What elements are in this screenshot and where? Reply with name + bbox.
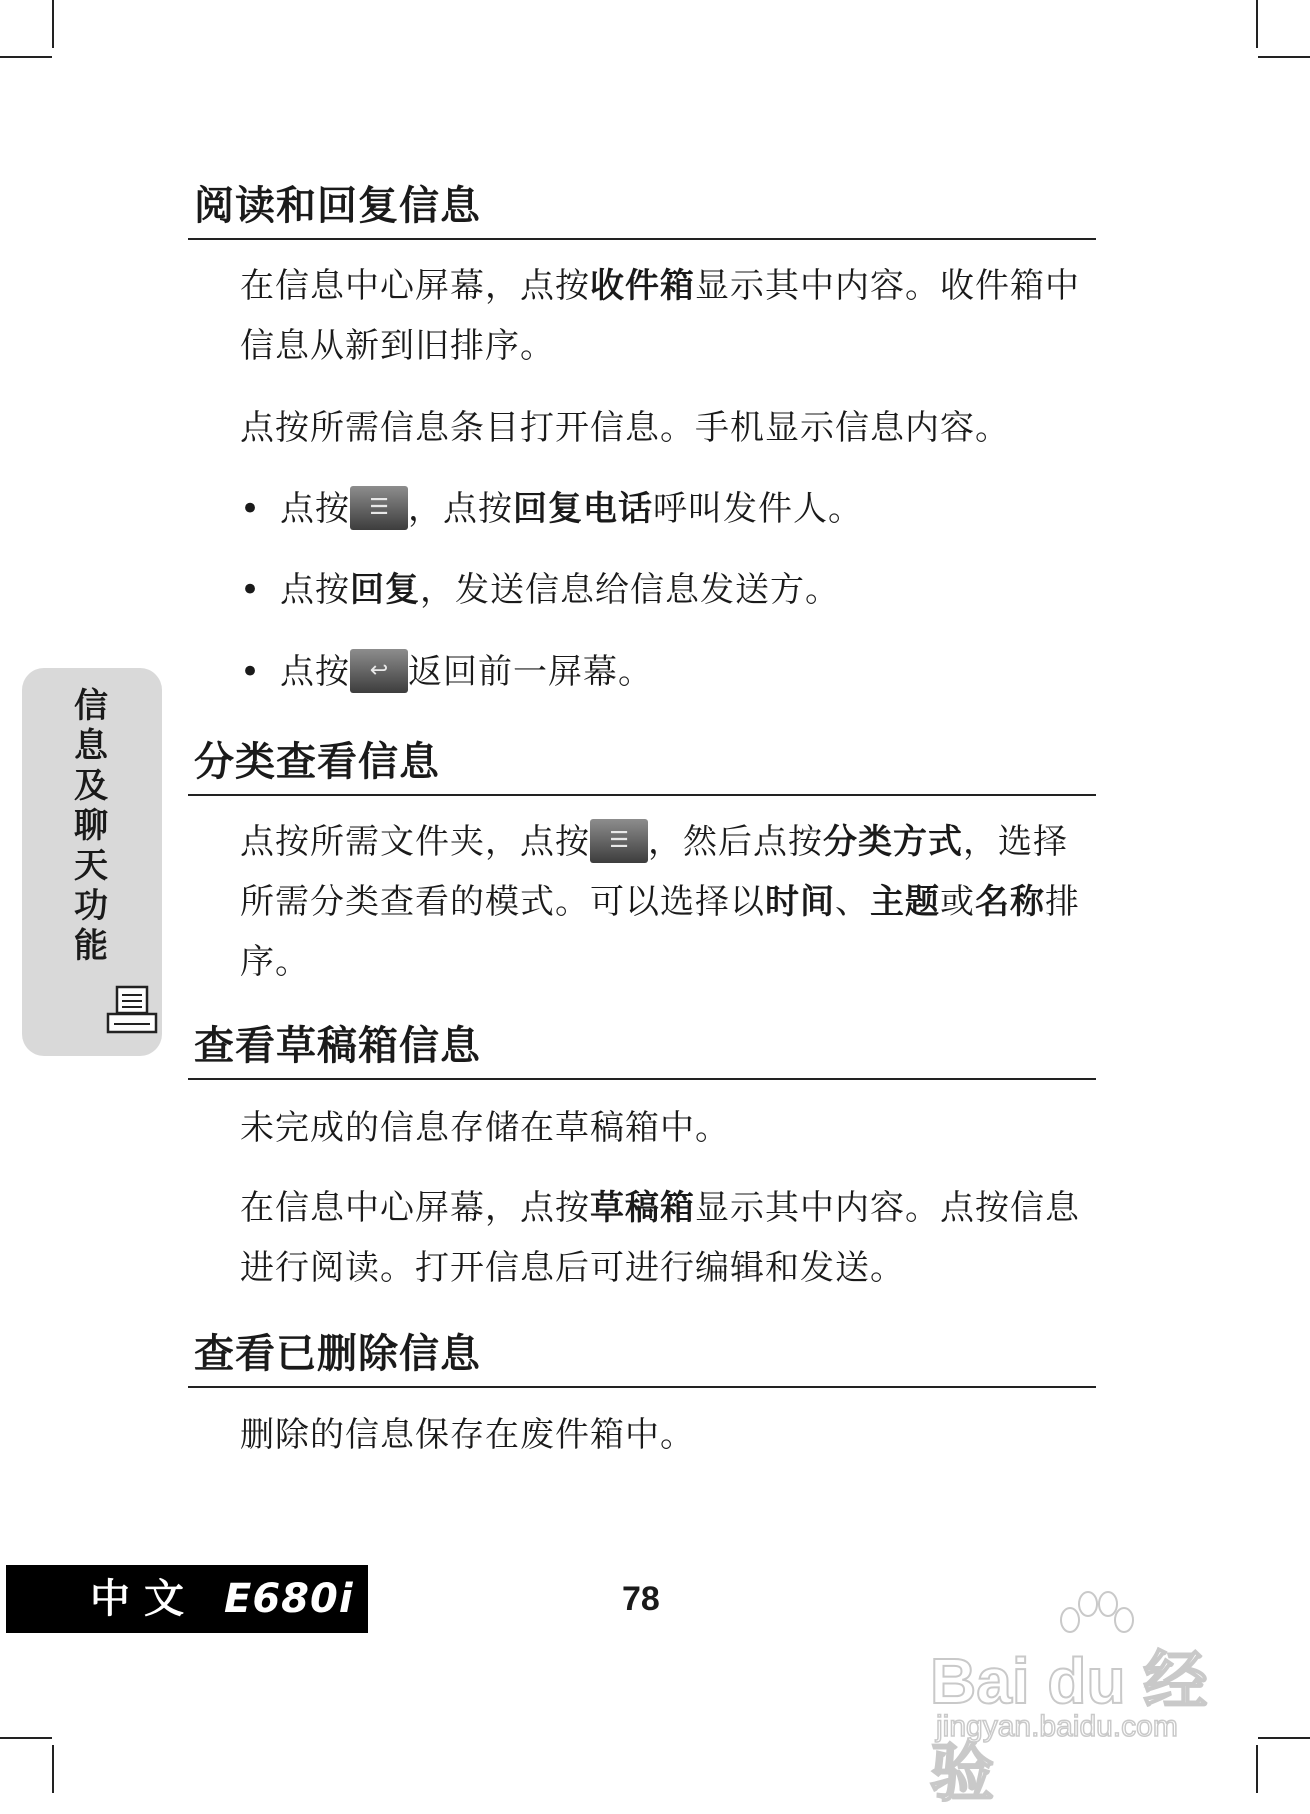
back-icon: ↩ [350, 649, 408, 693]
paragraph-inbox: 在信息中心屏幕，点按收件箱显示其中内容。收件箱中信息从新到旧排序。 [240, 266, 1080, 366]
paragraph-open-message: 点按所需信息条目打开信息。手机显示信息内容。 [240, 408, 1010, 448]
paragraph-sort: 点按所需文件夹，点按 ☰ ，然后点按分类方式，选择所需分类查看的模式。可以选择以时间、主题或名称排序。 [240, 812, 1090, 992]
crop-mark [1258, 1737, 1310, 1739]
section-title-drafts: 查看草稿箱信息 [194, 1023, 481, 1069]
section-title-read-reply: 阅读和回复信息 [194, 183, 481, 229]
section-rule [188, 238, 1096, 240]
baidu-watermark [930, 1590, 1260, 1809]
language-label: 中文 [90, 1576, 198, 1622]
model-label: E680i [224, 1576, 354, 1622]
section-rule [188, 1386, 1096, 1388]
crop-mark [52, 1745, 54, 1793]
crop-mark [1256, 0, 1258, 48]
chapter-side-tab [22, 668, 162, 1056]
crop-mark [52, 0, 54, 48]
crop-mark [0, 1737, 52, 1739]
section-title-sort: 分类查看信息 [194, 739, 440, 785]
watermark-brand: Bai du 经验 [930, 1645, 1208, 1809]
bullet-dot: • [240, 652, 262, 692]
page-number: 78 [622, 1580, 660, 1618]
menu-icon: ☰ [590, 819, 648, 863]
section-rule [188, 794, 1096, 796]
inbox-term: 收件箱 [590, 266, 695, 306]
paragraph-drafts-intro: 未完成的信息存储在草稿箱中。 [240, 1108, 730, 1148]
bullet-item: • 点按 ☰ ，点按回复电话呼叫发件人。 [240, 479, 1090, 539]
crop-mark [0, 56, 52, 58]
menu-icon: ☰ [350, 486, 408, 530]
bullet-dot: • [240, 489, 262, 529]
bullet-dot: • [240, 570, 262, 610]
paragraph-deleted: 删除的信息保存在废件箱中。 [240, 1415, 695, 1455]
printer-icon [104, 984, 160, 1036]
paragraph-drafts: 在信息中心屏幕，点按草稿箱显示其中内容。点按信息进行阅读。打开信息后可进行编辑和发送。 [240, 1188, 1080, 1288]
section-rule [188, 1078, 1096, 1080]
bullet-item: • 点按 ↩ 返回前一屏幕。 [240, 642, 1090, 702]
chapter-label: 信 息 及 聊 天 功 能 [74, 686, 110, 966]
footer-language-bar [6, 1565, 368, 1633]
section-title-deleted: 查看已删除信息 [194, 1331, 481, 1377]
crop-mark [1258, 56, 1310, 58]
bullet-item: • 点按回复，发送信息给信息发送方。 [240, 560, 1090, 620]
watermark-url: jingyan.baidu.com [936, 1710, 1178, 1743]
